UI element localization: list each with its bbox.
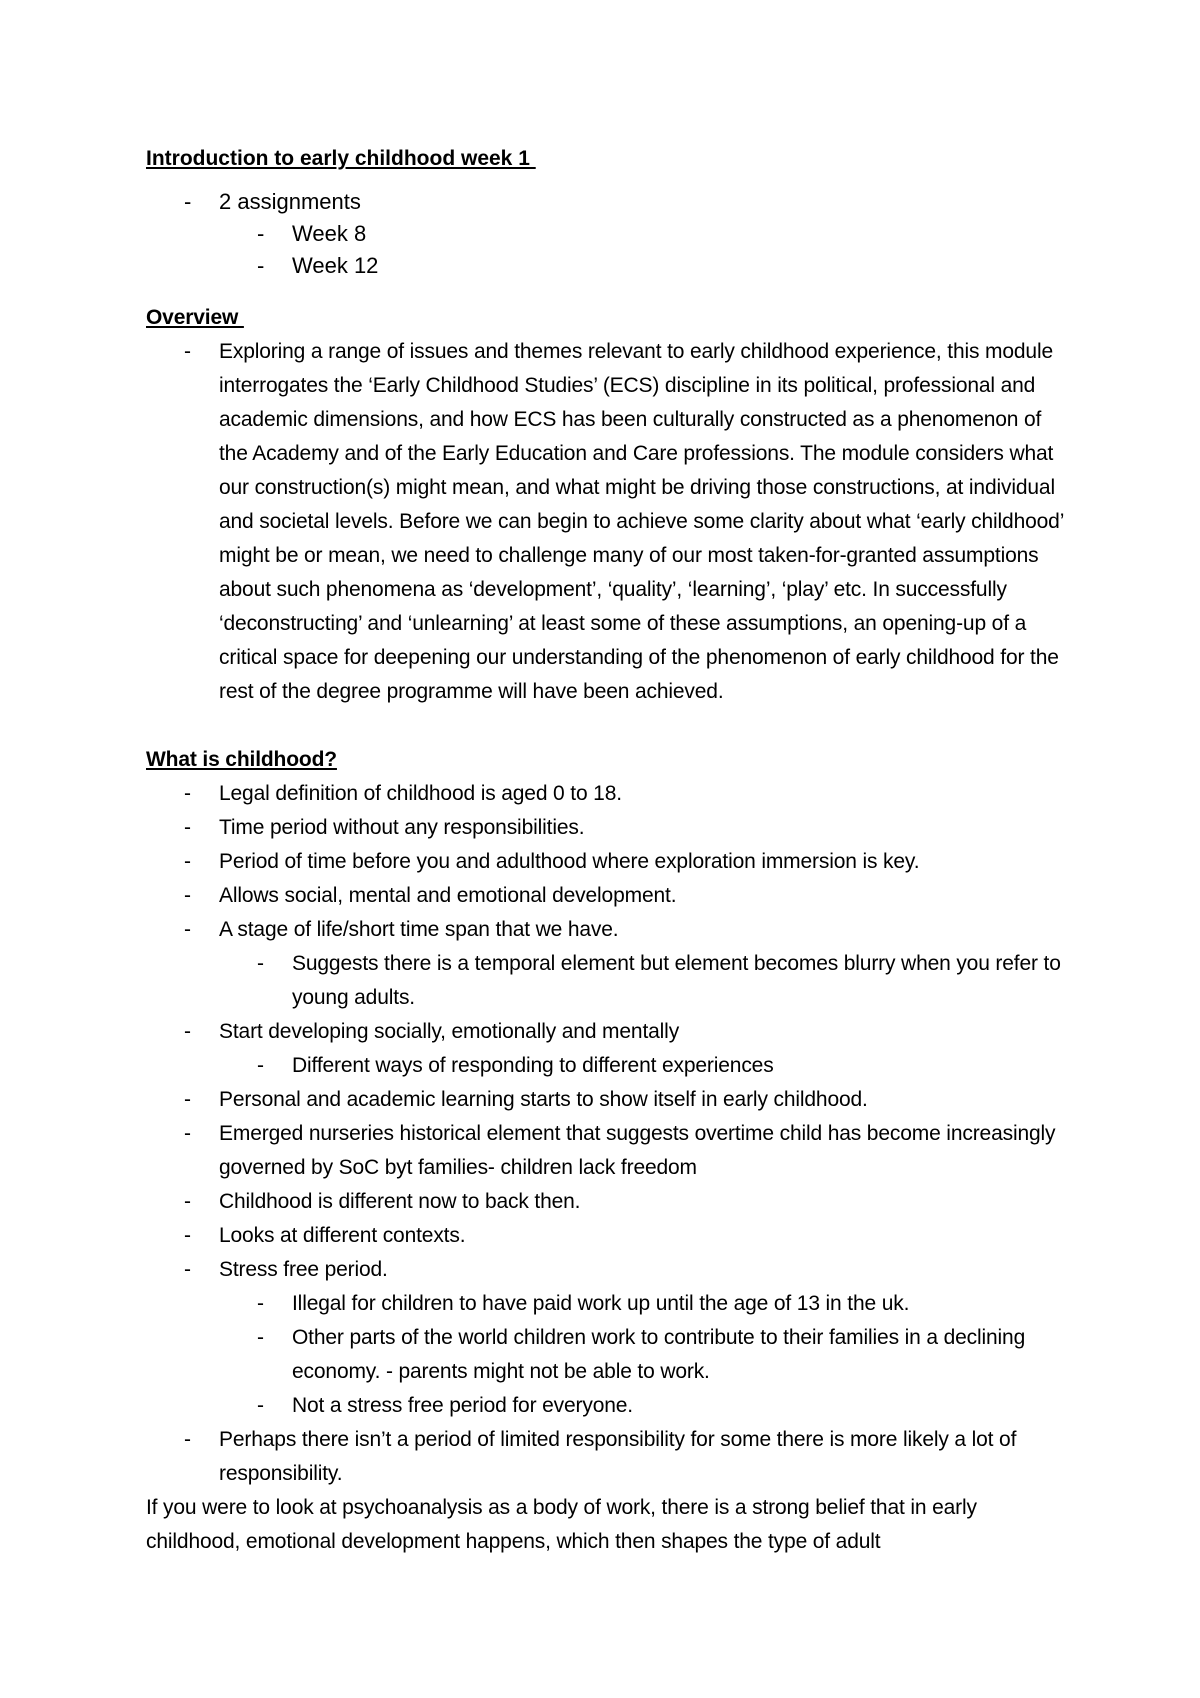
bullet-dash: -	[184, 1088, 191, 1111]
list-item	[0, 811, 1200, 845]
list-item-text: Legal definition of childhood is aged 0 to 18.	[219, 782, 622, 805]
list-item	[0, 1049, 1200, 1083]
bullet-dash: -	[184, 1122, 191, 1145]
list-item-text: Other parts of the world children work to contribute to their families in a declining economy. - parents might not be able to work.	[292, 1326, 1026, 1383]
bullet-dash: -	[257, 221, 265, 246]
overview-section	[0, 301, 1200, 709]
bullet-dash: -	[184, 782, 191, 805]
bullet-dash: -	[184, 816, 191, 839]
closing-paragraph: If you were to look at psychoanalysis as a body of work, there is a strong belief that in early childhood, emotional development happens, which then shapes the type of adult	[146, 1496, 977, 1553]
bullet-dash: -	[184, 1224, 191, 1247]
list-item	[0, 913, 1200, 947]
list-item	[0, 947, 1200, 1015]
list-item-text: Illegal for children to have paid work up until the age of 13 in the uk.	[292, 1292, 910, 1315]
bullet-dash: -	[257, 1394, 264, 1417]
bullet-dash: -	[184, 189, 192, 214]
assignments-label: 2 assignments	[219, 189, 361, 214]
list-item-text: Stress free period.	[219, 1258, 388, 1281]
bullet-dash: -	[184, 918, 191, 941]
childhood-section	[0, 743, 1200, 1559]
list-item	[0, 879, 1200, 913]
list-item	[0, 335, 1200, 709]
list-item	[0, 1185, 1200, 1219]
list-item-text: Suggests there is a temporal element but element becomes blurry when you refer to young adults.	[292, 952, 1061, 1009]
list-item-text: Not a stress free period for everyone.	[292, 1394, 633, 1417]
list-item-text: Period of time before you and adulthood where exploration immersion is key.	[219, 850, 920, 873]
list-item-text: Time period without any responsibilities.	[219, 816, 585, 839]
list-item	[0, 186, 1200, 218]
list-item-text: Childhood is different now to back then.	[219, 1190, 581, 1213]
assignment-week: Week 8	[292, 221, 367, 246]
list-item-text: Personal and academic learning starts to show itself in early childhood.	[219, 1088, 868, 1111]
list-item-text: Perhaps there isn’t a period of limited responsibility for some there is more likely a lot of responsibility.	[219, 1428, 1017, 1485]
childhood-heading: What is childhood?	[146, 748, 337, 771]
list-item-text: Allows social, mental and emotional development.	[219, 884, 677, 907]
list-item	[0, 845, 1200, 879]
list-item	[0, 1015, 1200, 1049]
bullet-dash: -	[184, 340, 191, 363]
list-item	[0, 1321, 1200, 1389]
bullet-dash: -	[257, 253, 265, 278]
list-item-text: Emerged nurseries historical element that suggests overtime child has become increasingly governed by SoC byt families- children lack freedom	[219, 1122, 1056, 1179]
list-item	[0, 218, 1200, 250]
bullet-dash: -	[184, 1190, 191, 1213]
bullet-dash: -	[257, 1292, 264, 1315]
list-item-text: Looks at different contexts.	[219, 1224, 466, 1247]
list-item	[0, 1389, 1200, 1423]
bullet-dash: -	[257, 1326, 264, 1349]
bullet-dash: -	[184, 884, 191, 907]
list-item	[0, 1219, 1200, 1253]
list-item	[0, 1083, 1200, 1117]
list-item	[0, 777, 1200, 811]
bullet-dash: -	[257, 1054, 264, 1077]
assignment-week: Week 12	[292, 253, 379, 278]
list-item	[0, 250, 1200, 282]
bullet-dash: -	[184, 850, 191, 873]
bullet-dash: -	[184, 1258, 191, 1281]
list-item	[0, 1117, 1200, 1185]
document-title: Introduction to early childhood week 1	[146, 147, 536, 170]
bullet-dash: -	[184, 1020, 191, 1043]
assignments-list	[0, 186, 1200, 282]
bullet-dash: -	[184, 1428, 191, 1451]
list-item-text: Start developing socially, emotionally and mentally	[219, 1020, 680, 1043]
overview-heading: Overview	[146, 306, 244, 329]
bullet-dash: -	[257, 952, 264, 975]
list-item	[0, 1287, 1200, 1321]
list-item-text: A stage of life/short time span that we have.	[219, 918, 619, 941]
list-item	[0, 1423, 1200, 1491]
list-item-text: Different ways of responding to different experiences	[292, 1054, 774, 1077]
list-item	[0, 1253, 1200, 1287]
overview-text: Exploring a range of issues and themes relevant to early childhood experience, this module interrogates the ‘Early Childhood Studies’ (ECS) discipline in its political, professional and academic dimensions, and how ECS has been culturally constructed as a phenomenon of the Academy and of the Early Education and Care professions. The module considers what our construction(s) might mean, and what might be driving those constructions, at individual and societal levels. Before we can begin to achieve some clarity about what ‘early childhood’ might be or mean, we need to challenge many of our most taken-for-granted assumptions about such phenomena as ‘development’, ‘quality’, ‘learning’, ‘play’ etc. In successfully ‘deconstructing’ and ‘unlearning’ at least some of these assumptions, an opening-up of a critical space for deepening our understanding of the phenomenon of early childhood for the rest of the degree programme will have been achieved.	[219, 340, 1064, 703]
